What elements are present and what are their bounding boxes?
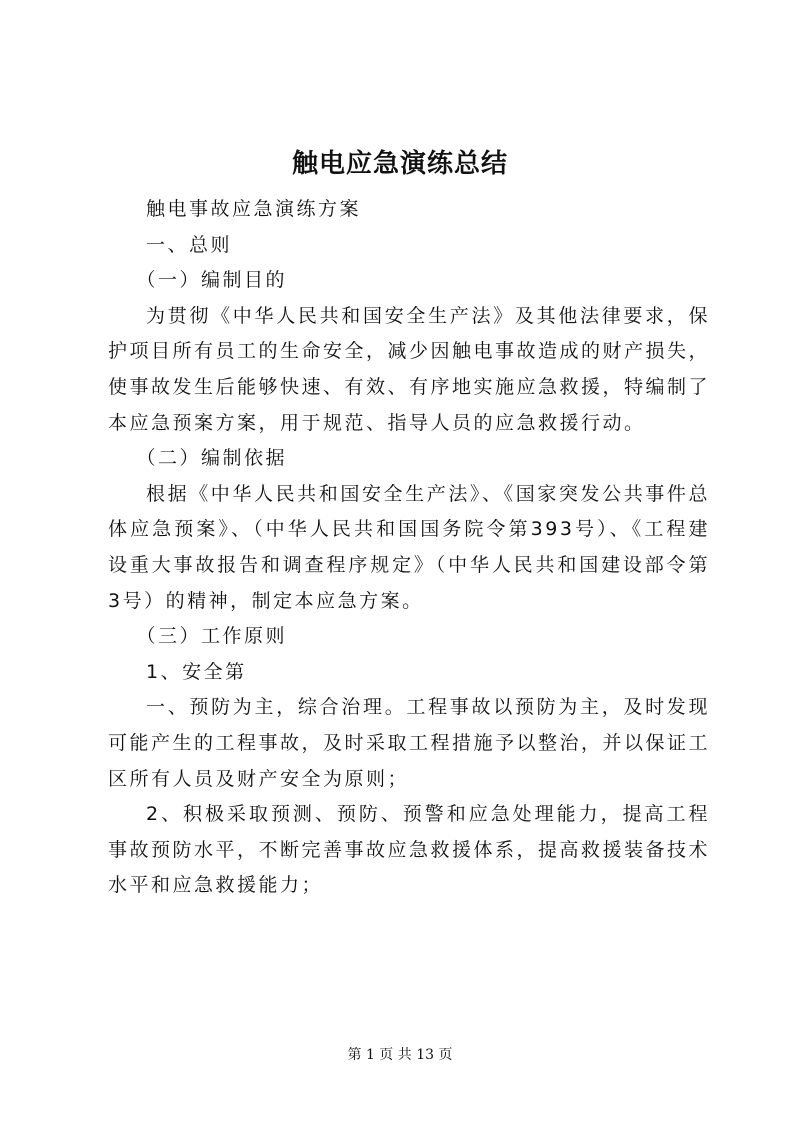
paragraph-plan-title: 触电事故应急演练方案 bbox=[146, 198, 362, 220]
paragraph-principle-2: 2、积极采取预测、预防、预警和应急处理能力，提高工程事故预防水平，不断完善事故应急救援体系，提高救援装备技术水平和应急救援能力； bbox=[108, 803, 711, 897]
paragraph-basis-body: 根据《中华人民共和国安全生产法》、《国家突发公共事件总体应急预案》、（中华人民共和国国务院令第393号）、《工程建设重大事故报告和调查程序规定》（中华人民共和国建设部令第3号）的精神，制定本应急方案。 bbox=[108, 482, 710, 612]
paragraph-subsection-principles: （三）工作原则 bbox=[136, 625, 288, 648]
paragraph-purpose-body: 为贯彻《中华人民共和国安全生产法》及其他法律要求，保护项目所有员工的生命安全，减少因触电事故造成的财产损失，使事故发生后能够快速、有效、有序地实施应急救援，特编制了本应急预案方案，用于规范、指导人员的应急救援行动。 bbox=[108, 304, 711, 434]
document-body bbox=[108, 192, 710, 904]
paragraph-subsection-purpose: （一）编制目的 bbox=[136, 269, 288, 292]
document-title: 触电应急演练总结 bbox=[291, 149, 508, 179]
paragraph-principle-1: 1、安全第 bbox=[146, 660, 247, 683]
page-footer: 第 1 页 共 13 页 bbox=[347, 1047, 453, 1063]
paragraph-prevention: 一、预防为主，综合治理。工程事故以预防为主，及时发现可能产生的工程事故，及时采取工程措施予以整治，并以保证工区所有人员及财产安全为原则； bbox=[108, 696, 711, 790]
paragraph-section-general: 一、总则 bbox=[146, 233, 233, 256]
paragraph-subsection-basis: （二）编制依据 bbox=[136, 447, 288, 470]
